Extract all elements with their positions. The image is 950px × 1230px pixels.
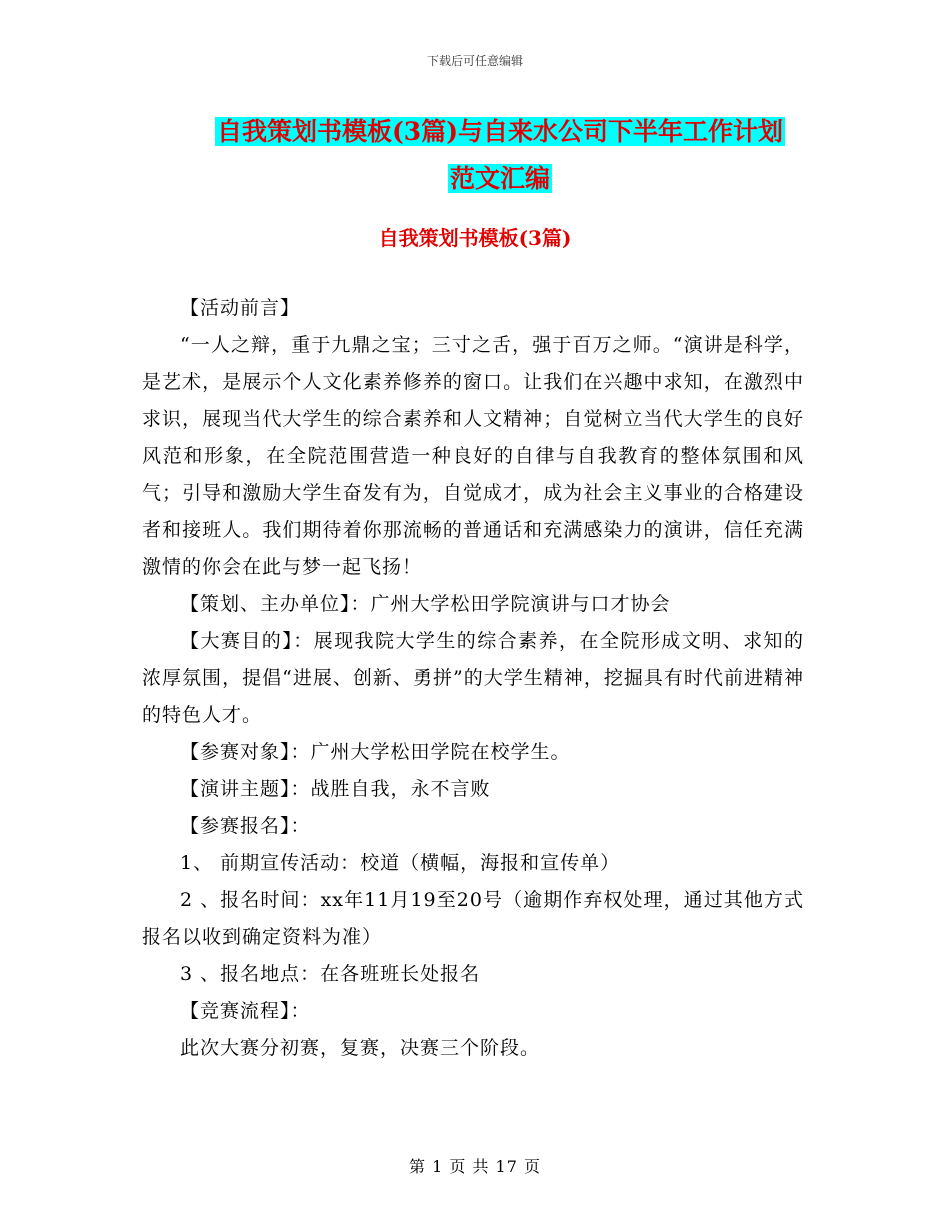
title-line-1: 自我策划书模板(3篇)与自来水公司下半年工作计划 bbox=[216, 117, 784, 146]
header-note: 下载后可任意编辑 bbox=[426, 54, 523, 68]
section-title: 自我策划书模板(3篇) bbox=[378, 226, 572, 250]
document-title bbox=[140, 108, 860, 202]
paragraph-theme: 【演讲主题】：战胜自我，永不言败 bbox=[180, 778, 491, 800]
title-line-2: 范文汇编 bbox=[449, 164, 550, 193]
paragraph-process-heading: 【竞赛流程】： bbox=[180, 1000, 311, 1022]
paragraph-intro-heading: 【活动前言】 bbox=[180, 297, 301, 319]
document-body bbox=[142, 290, 804, 1067]
paragraph-registration-2: 2 、报名时间：xx年11月19至20号（逾期作弃权处理，通过其他方式报名以收到确定资料为准） bbox=[142, 889, 804, 948]
paragraph-intro: “一人之辩，重于九鼎之宝；三寸之舌，强于百万之师。“演讲是科学，是艺术，是展示个人文化素养修养的窗口。让我们在兴趣中求知，在激烈中求识，展现当代大学生的综合素养和人文精神；自觉树立当代大学生的良好风范和形象，在全院范围营造一种良好的自律与自我教育的整体氛围和风气；引导和激励大学生奋发有为，自觉成才，成为社会主义事业的合格建设者和接班人。我们期待着你那流畅的普通话和充满感染力的演讲，信任充满激情的你会在此与梦一起飞扬！ bbox=[142, 334, 804, 578]
paragraph-participants: 【参赛对象】：广州大学松田学院在校学生。 bbox=[180, 741, 571, 763]
page-number: 第 1 页 共 17 页 bbox=[409, 1157, 541, 1176]
paragraph-organizer: 【策划、主办单位】：广州大学松田学院演讲与口才协会 bbox=[180, 593, 671, 615]
paragraph-registration-heading: 【参赛报名】： bbox=[180, 815, 311, 837]
paragraph-registration-3: 3 、报名地点：在各班班长处报名 bbox=[180, 963, 481, 985]
paragraph-process: 此次大赛分初赛，复赛，决赛三个阶段。 bbox=[180, 1037, 541, 1059]
paragraph-purpose: 【大赛目的】：展现我院大学生的综合素养，在全院形成文明、求知的浓厚氛围，提倡“进展、创新、勇拼”的大学生精神，挖掘具有时代前进精神的特色人才。 bbox=[142, 630, 804, 726]
paragraph-registration-1: 1、 前期宣传活动：校道（横幅，海报和宣传单） bbox=[180, 852, 621, 874]
